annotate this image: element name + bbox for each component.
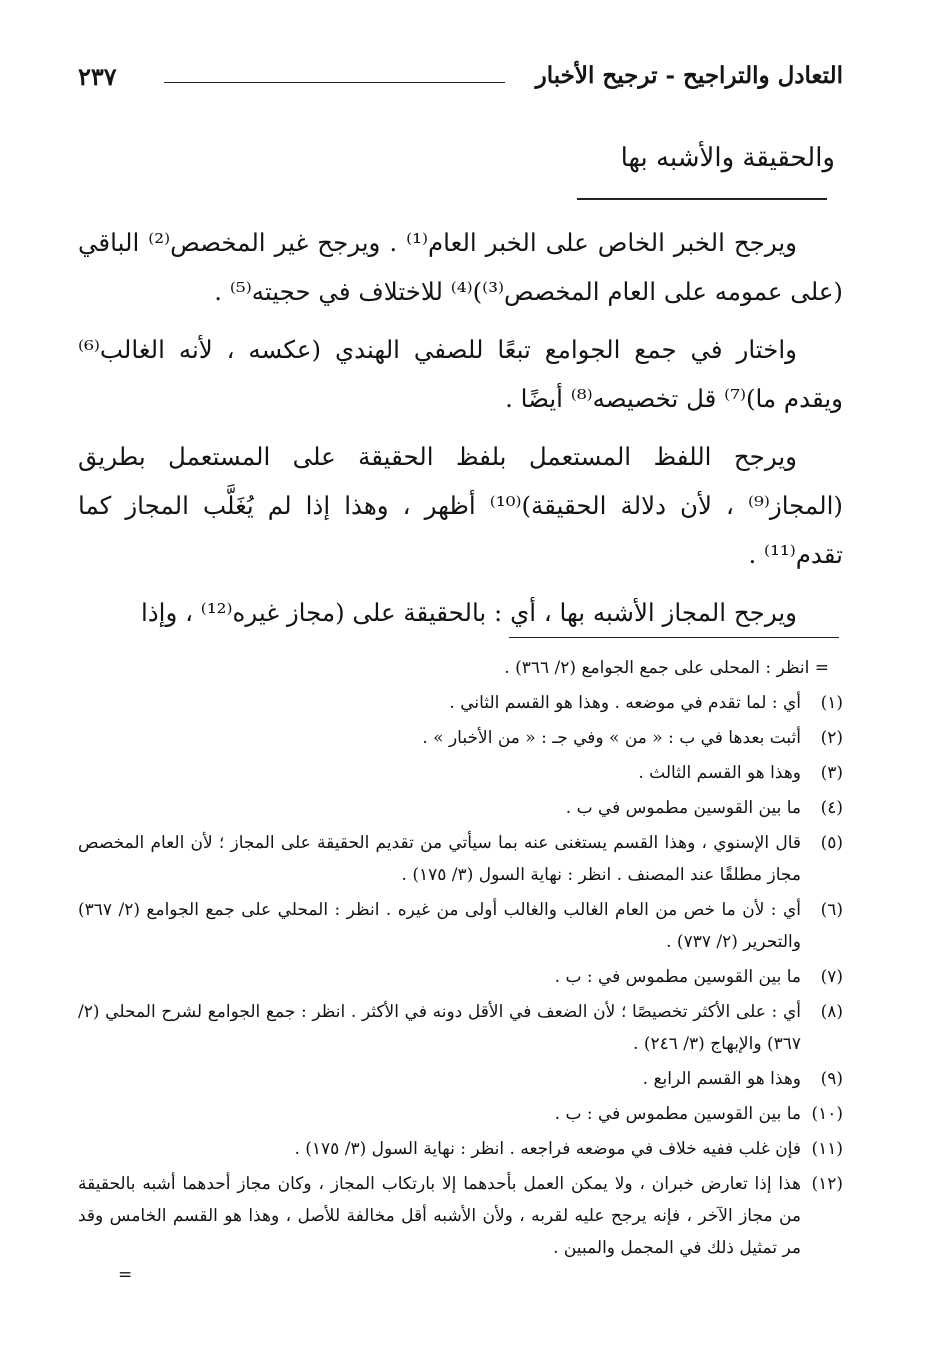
footnote-number: (٣) (820, 763, 843, 783)
footnote-number: (٩) (820, 1069, 843, 1089)
footnote-number: (٤) (820, 798, 843, 818)
footnote (78, 792, 843, 824)
footnote-number: (١٠) (811, 1104, 843, 1124)
footnote-number: (١١) (811, 1139, 843, 1159)
paragraph: ويرجح الخبر الخاص على الخبر العام⁽¹⁾ . ويرجح غير المخصص⁽²⁾ الباقي (على عمومه على العام المخصص⁽³⁾)⁽⁴⁾ للاختلاف في حجيته⁽⁵⁾ . (78, 228, 843, 306)
footnote (78, 894, 843, 958)
heading-underline (577, 198, 827, 200)
footnote-text: أي : لما تقدم في موضعه . وهذا هو القسم الثاني . (449, 693, 801, 713)
footnote-text: وهذا هو القسم الرابع . (642, 1069, 801, 1089)
footnote-number: (٥) (820, 833, 843, 853)
footnote (78, 1168, 843, 1264)
footnote-text: قال الإسنوي ، وهذا القسم يستغنى عنه بما سيأتي من تقديم الحقيقة على المجاز ؛ لأن العام المخصص مجاز مطلقًا عند المصنف . انظر : نهاية السول (٣/ ١٧٥) . (78, 833, 801, 885)
footnote (78, 996, 843, 1060)
body-text (78, 218, 843, 637)
paragraph: ويرجح اللفظ المستعمل بلفظ الحقيقة على المستعمل بطريق (المجاز⁽⁹⁾ ، لأن دلالة الحقيقة)⁽¹⁰⁾ أظهر ، وهذا إذا لم يُغَلَّب المجاز كما تقدم⁽¹¹⁾ . (78, 442, 843, 569)
footnote (78, 687, 843, 719)
footnote-number: (١) (820, 693, 843, 713)
footnote-text: فإن غلب ففيه خلاف في موضعه فراجعه . انظر : نهاية السول (٣/ ١٧٥) . (294, 1139, 801, 1159)
continuation-mark: = (118, 1265, 133, 1285)
running-header (78, 62, 843, 102)
paragraph: ويرجح المجاز الأشبه بها ، أي : بالحقيقة على (مجاز غيره⁽¹²⁾ ، وإذا (140, 598, 797, 627)
paragraph: واختار في جمع الجوامع تبعًا للصفي الهندي (عكسه ، لأنه الغالب⁽⁶⁾ ويقدم ما)⁽⁷⁾ قل تخصيصه⁽⁸⁾ أيضًا . (78, 335, 843, 413)
footnote-number: (٧) (820, 967, 843, 987)
footnote (78, 722, 843, 754)
footnote-text: وهذا هو القسم الثالث . (638, 763, 801, 783)
footnotes (78, 652, 843, 1291)
footnote-number: (٢) (820, 728, 843, 748)
footnote (78, 961, 843, 993)
running-title: التعادل والتراجيح - ترجيح الأخبار (535, 62, 843, 89)
section-heading: والحقيقة والأشبه بها (620, 143, 835, 173)
footnote-separator (509, 637, 839, 638)
footnote-text: ما بين القوسين مطموس في ب . (565, 798, 801, 818)
footnote-text: أي : على الأكثر تخصيصًا ؛ لأن الضعف في الأقل دونه في الأكثر . انظر : جمع الجوامع لشرح المحلي (٢/ ٣٦٧) والإبهاج (٣/ ٢٤٦) . (78, 1002, 801, 1054)
footnote (78, 827, 843, 891)
footnote-number: (٨) (820, 1002, 843, 1022)
footnote-text: هذا إذا تعارض خبران ، ولا يمكن العمل بأحدهما إلا بارتكاب المجاز ، وكان مجاز أحدهما أشبه بالحقيقة من مجاز الآخر ، فإنه يرجح عليه لقربه ، ولأن الأشبه أقل مخالفة للأصل ، وهذا هو القسم الخامس وقد مر تمثيل ذلك في المجمل والمبين . (78, 1174, 802, 1258)
footnote (78, 1133, 843, 1165)
footnote-text: أثبت بعدها في ب : « من » وفي جـ : « من الأخبار » . (422, 728, 801, 748)
header-rule (164, 82, 505, 83)
footnote (78, 757, 843, 789)
footnote-text: ما بين القوسين مطموس في : ب . (554, 1104, 801, 1124)
page-number: ٢٣٧ (78, 62, 117, 91)
footnote-number: (٦) (820, 900, 843, 920)
footnote-number: (١٢) (811, 1174, 843, 1194)
footnote-continuation: = انظر : المحلى على جمع الجوامع (٢/ ٣٦٦) . (504, 658, 829, 678)
footnote-text: ما بين القوسين مطموس في : ب . (554, 967, 801, 987)
footnote (78, 1098, 843, 1130)
footnote-text: أي : لأن ما خص من العام الغالب والغالب أولى من غيره . انظر : المحلي على جمع الجوامع (٢/ ٣٦٧) والتحرير (٢/ ٧٣٧) . (78, 900, 801, 952)
footnote (78, 1063, 843, 1095)
